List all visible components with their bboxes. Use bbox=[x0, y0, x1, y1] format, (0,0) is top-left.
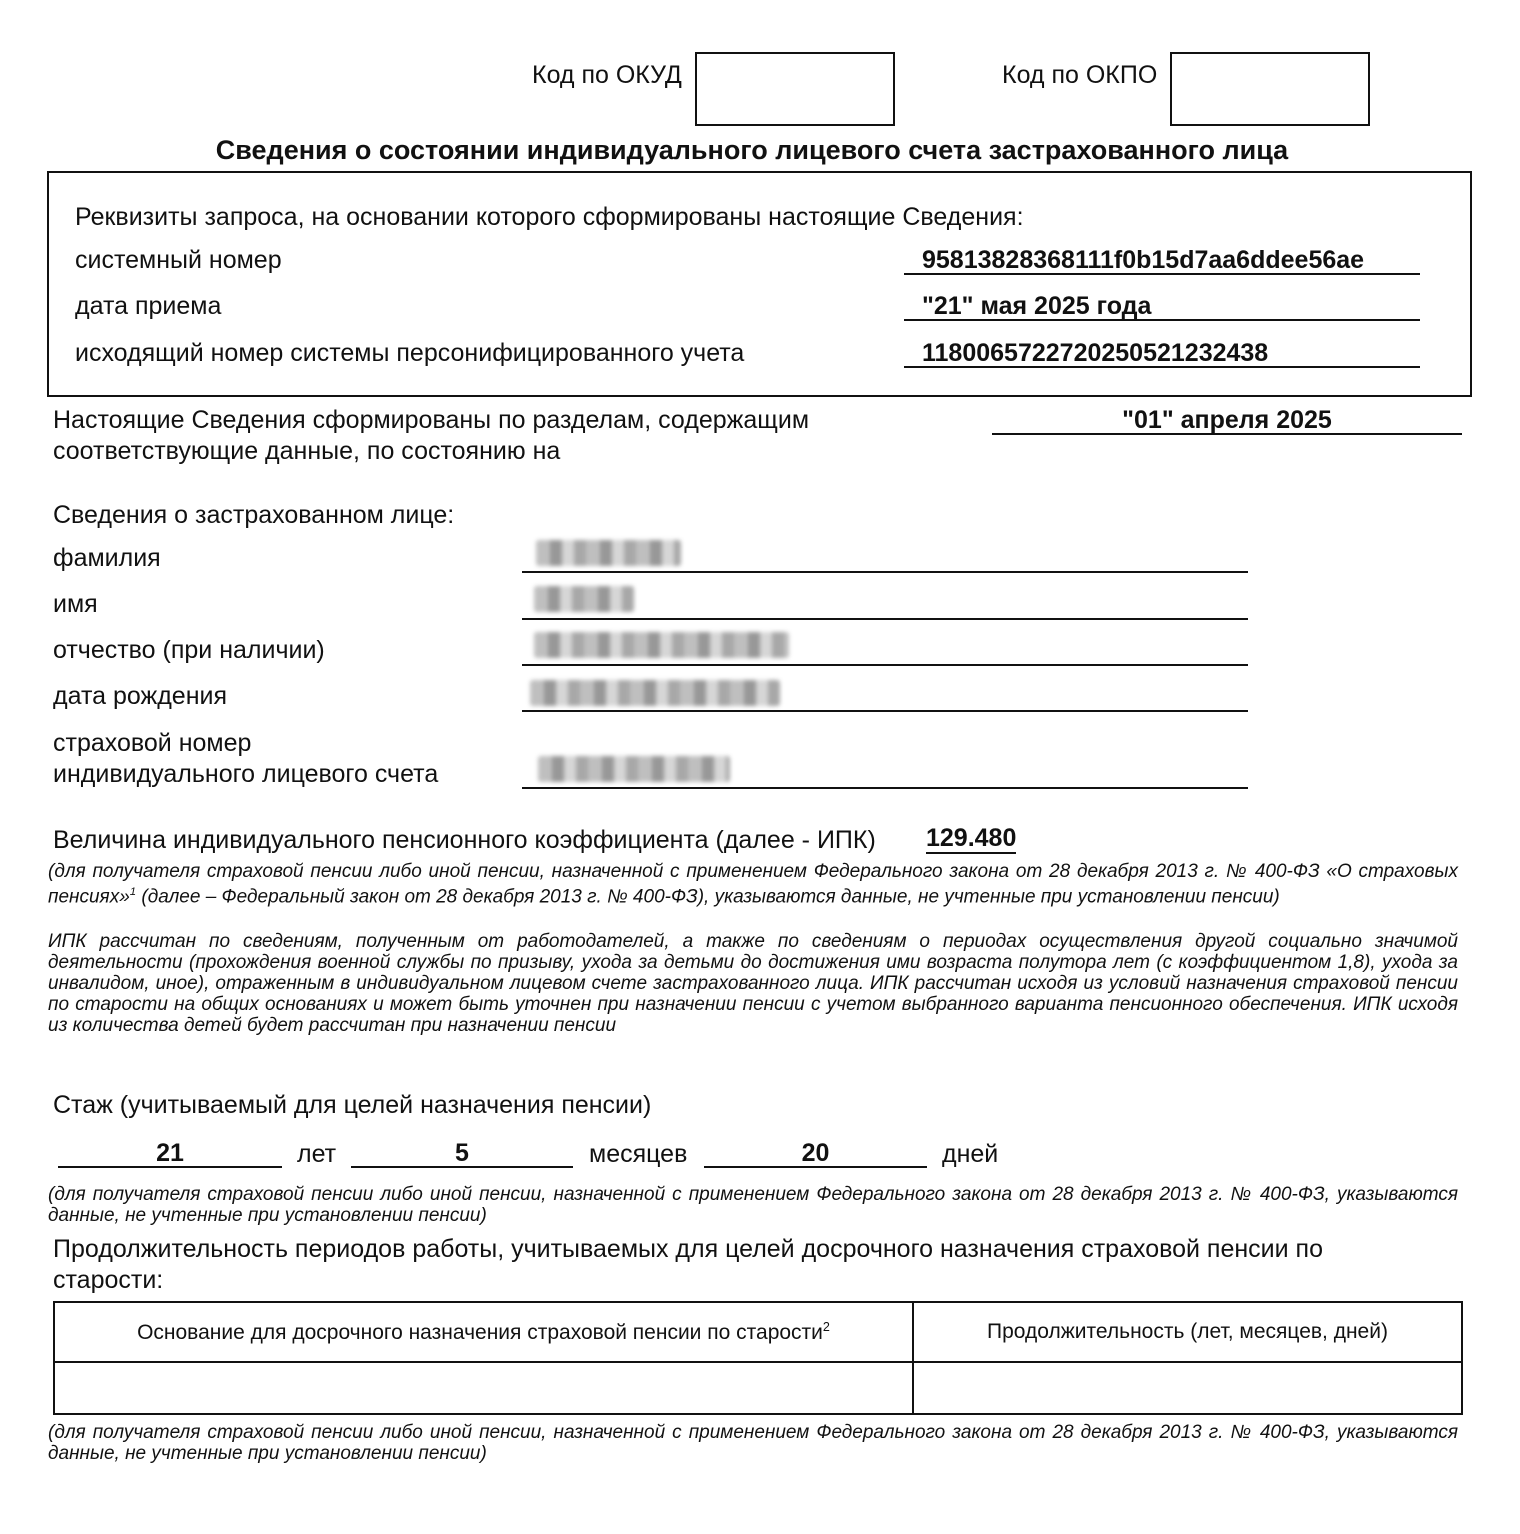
months-value: 5 bbox=[455, 1139, 469, 1167]
system-number-underline bbox=[904, 273, 1420, 275]
days-value: 20 bbox=[801, 1139, 830, 1167]
years-label: лет bbox=[297, 1140, 337, 1168]
table-header-duration: Продолжительность (лет, месяцев, дней) bbox=[913, 1302, 1462, 1362]
ipk-note-calculation: ИПК рассчитан по сведениям, полученным от работодателей, а также по сведениям о периодах осуществления другой социально значимой деятельности (прохождения военной службы по призыву, ухода за детьми до достижения ими возраста полутора лет (с коэффициентом 1,8), ухода за инвалидом, иное), отраженным в индивидуальном лицевом счете застрахованного лица. ИПК рассчитан исходя из условий назначения страховой пенсии по старости на общих основаниях и может быть уточнен при назначении пенсии с учетом выбранного варианта пенсионного обеспечения. ИПК исходя из количества детей будет рассчитан при назначении пенсии bbox=[48, 931, 1458, 1036]
early-periods-table bbox=[53, 1301, 1463, 1415]
system-number-label: системный номер bbox=[75, 246, 282, 274]
patronymic-underline bbox=[522, 664, 1248, 666]
patronymic-redacted bbox=[534, 632, 789, 658]
months-underline bbox=[351, 1166, 573, 1168]
name-redacted bbox=[534, 586, 634, 612]
date-value: "21" мая 2025 года bbox=[922, 292, 1152, 320]
name-underline bbox=[522, 618, 1248, 620]
date-underline bbox=[904, 319, 1420, 321]
table-header-basis-text: Основание для досрочного назначения страховой пенсии по старости bbox=[137, 1320, 823, 1344]
ipk-label: Величина индивидуального пенсионного коэффициента (далее - ИПК) bbox=[53, 826, 876, 854]
as-of-text-line2: соответствующие данные, по состоянию на bbox=[53, 437, 561, 465]
okpo-field[interactable] bbox=[1170, 52, 1370, 126]
experience-note: (для получателя страховой пенсии либо иной пенсии, назначенной с применением Федерального закона от 28 декабря 2013 г. № 400-ФЗ, указываются данные, не учтенные при установлении пенсии) bbox=[48, 1184, 1458, 1226]
days-label: дней bbox=[942, 1140, 999, 1168]
early-heading-line1: Продолжительность периодов работы, учитываемых для целей досрочного назначения страховой пенсии по bbox=[53, 1235, 1323, 1263]
snils-underline bbox=[522, 787, 1248, 789]
system-number-value: 95813828368111f0b15d7aa6ddee56ae bbox=[922, 246, 1365, 274]
as-of-text-line1: Настоящие Сведения сформированы по разделам, содержащим bbox=[53, 406, 810, 434]
early-note: (для получателя страховой пенсии либо иной пенсии, назначенной с применением Федерального закона от 28 декабря 2013 г. № 400-ФЗ, указываются данные, не учтенные при установлении пенсии) bbox=[48, 1422, 1458, 1464]
name-label: имя bbox=[53, 590, 98, 618]
table-cell-duration bbox=[913, 1362, 1462, 1414]
outgoing-label: исходящий номер системы персонифицированного учета bbox=[75, 339, 745, 367]
ipk-value: 129.480 bbox=[926, 824, 1017, 852]
surname-label: фамилия bbox=[53, 544, 161, 572]
years-value: 21 bbox=[156, 1139, 184, 1167]
snils-redacted bbox=[538, 756, 730, 782]
as-of-underline bbox=[992, 433, 1462, 435]
document-title: Сведения о состоянии индивидуального лицевого счета застрахованного лица bbox=[215, 135, 1289, 165]
date-label: дата приема bbox=[75, 292, 222, 320]
birthdate-underline bbox=[522, 710, 1248, 712]
early-heading-line2: старости: bbox=[53, 1266, 164, 1294]
days-underline bbox=[704, 1166, 927, 1168]
table-header-basis bbox=[54, 1302, 913, 1362]
birthdate-label: дата рождения bbox=[53, 682, 228, 710]
patronymic-label: отчество (при наличии) bbox=[53, 636, 325, 664]
outgoing-value: 118006572272025052123243​8 bbox=[922, 339, 1269, 367]
ipk-note-text-a: (для получателя страховой пенсии либо иной пенсии, назначенной с применением Федерального закона от 28 декабря 2013 г. № 400-ФЗ «О страховых пенсиях» bbox=[48, 861, 1458, 908]
months-label: месяцев bbox=[589, 1140, 688, 1168]
surname-redacted bbox=[536, 540, 681, 566]
insured-heading: Сведения о застрахованном лице: bbox=[53, 501, 455, 529]
table-header-row bbox=[54, 1302, 1462, 1362]
outgoing-underline bbox=[904, 366, 1420, 368]
experience-heading: Стаж (учитываемый для целей назначения пенсии) bbox=[53, 1091, 652, 1119]
footnote-2-marker: 2 bbox=[822, 1319, 830, 1334]
years-underline bbox=[58, 1166, 282, 1168]
ipk-note-text-b: (далее – Федеральный закон от 28 декабря 2013 г. № 400-ФЗ), указываются данные, не учтенные при установлении пенсии) bbox=[136, 886, 1280, 908]
okud-label: Код по ОКУД bbox=[532, 61, 682, 89]
as-of-date: "01" апреля 2025 bbox=[1122, 406, 1332, 434]
okpo-label: Код по ОКПО bbox=[1002, 61, 1158, 89]
okud-field[interactable] bbox=[695, 52, 895, 126]
table-row bbox=[54, 1362, 1462, 1414]
ipk-note-recipient bbox=[48, 861, 1458, 907]
table-cell-basis bbox=[54, 1362, 913, 1414]
footnote-1-marker: 1 bbox=[129, 886, 137, 898]
birthdate-redacted bbox=[530, 680, 780, 706]
early-table bbox=[53, 1301, 1463, 1415]
request-heading: Реквизиты запроса, на основании которого сформированы настоящие Сведения: bbox=[75, 203, 1024, 231]
snils-label-line1: страховой номер bbox=[53, 729, 252, 757]
snils-label-line2: индивидуального лицевого счета bbox=[53, 760, 439, 788]
surname-underline bbox=[522, 571, 1248, 573]
